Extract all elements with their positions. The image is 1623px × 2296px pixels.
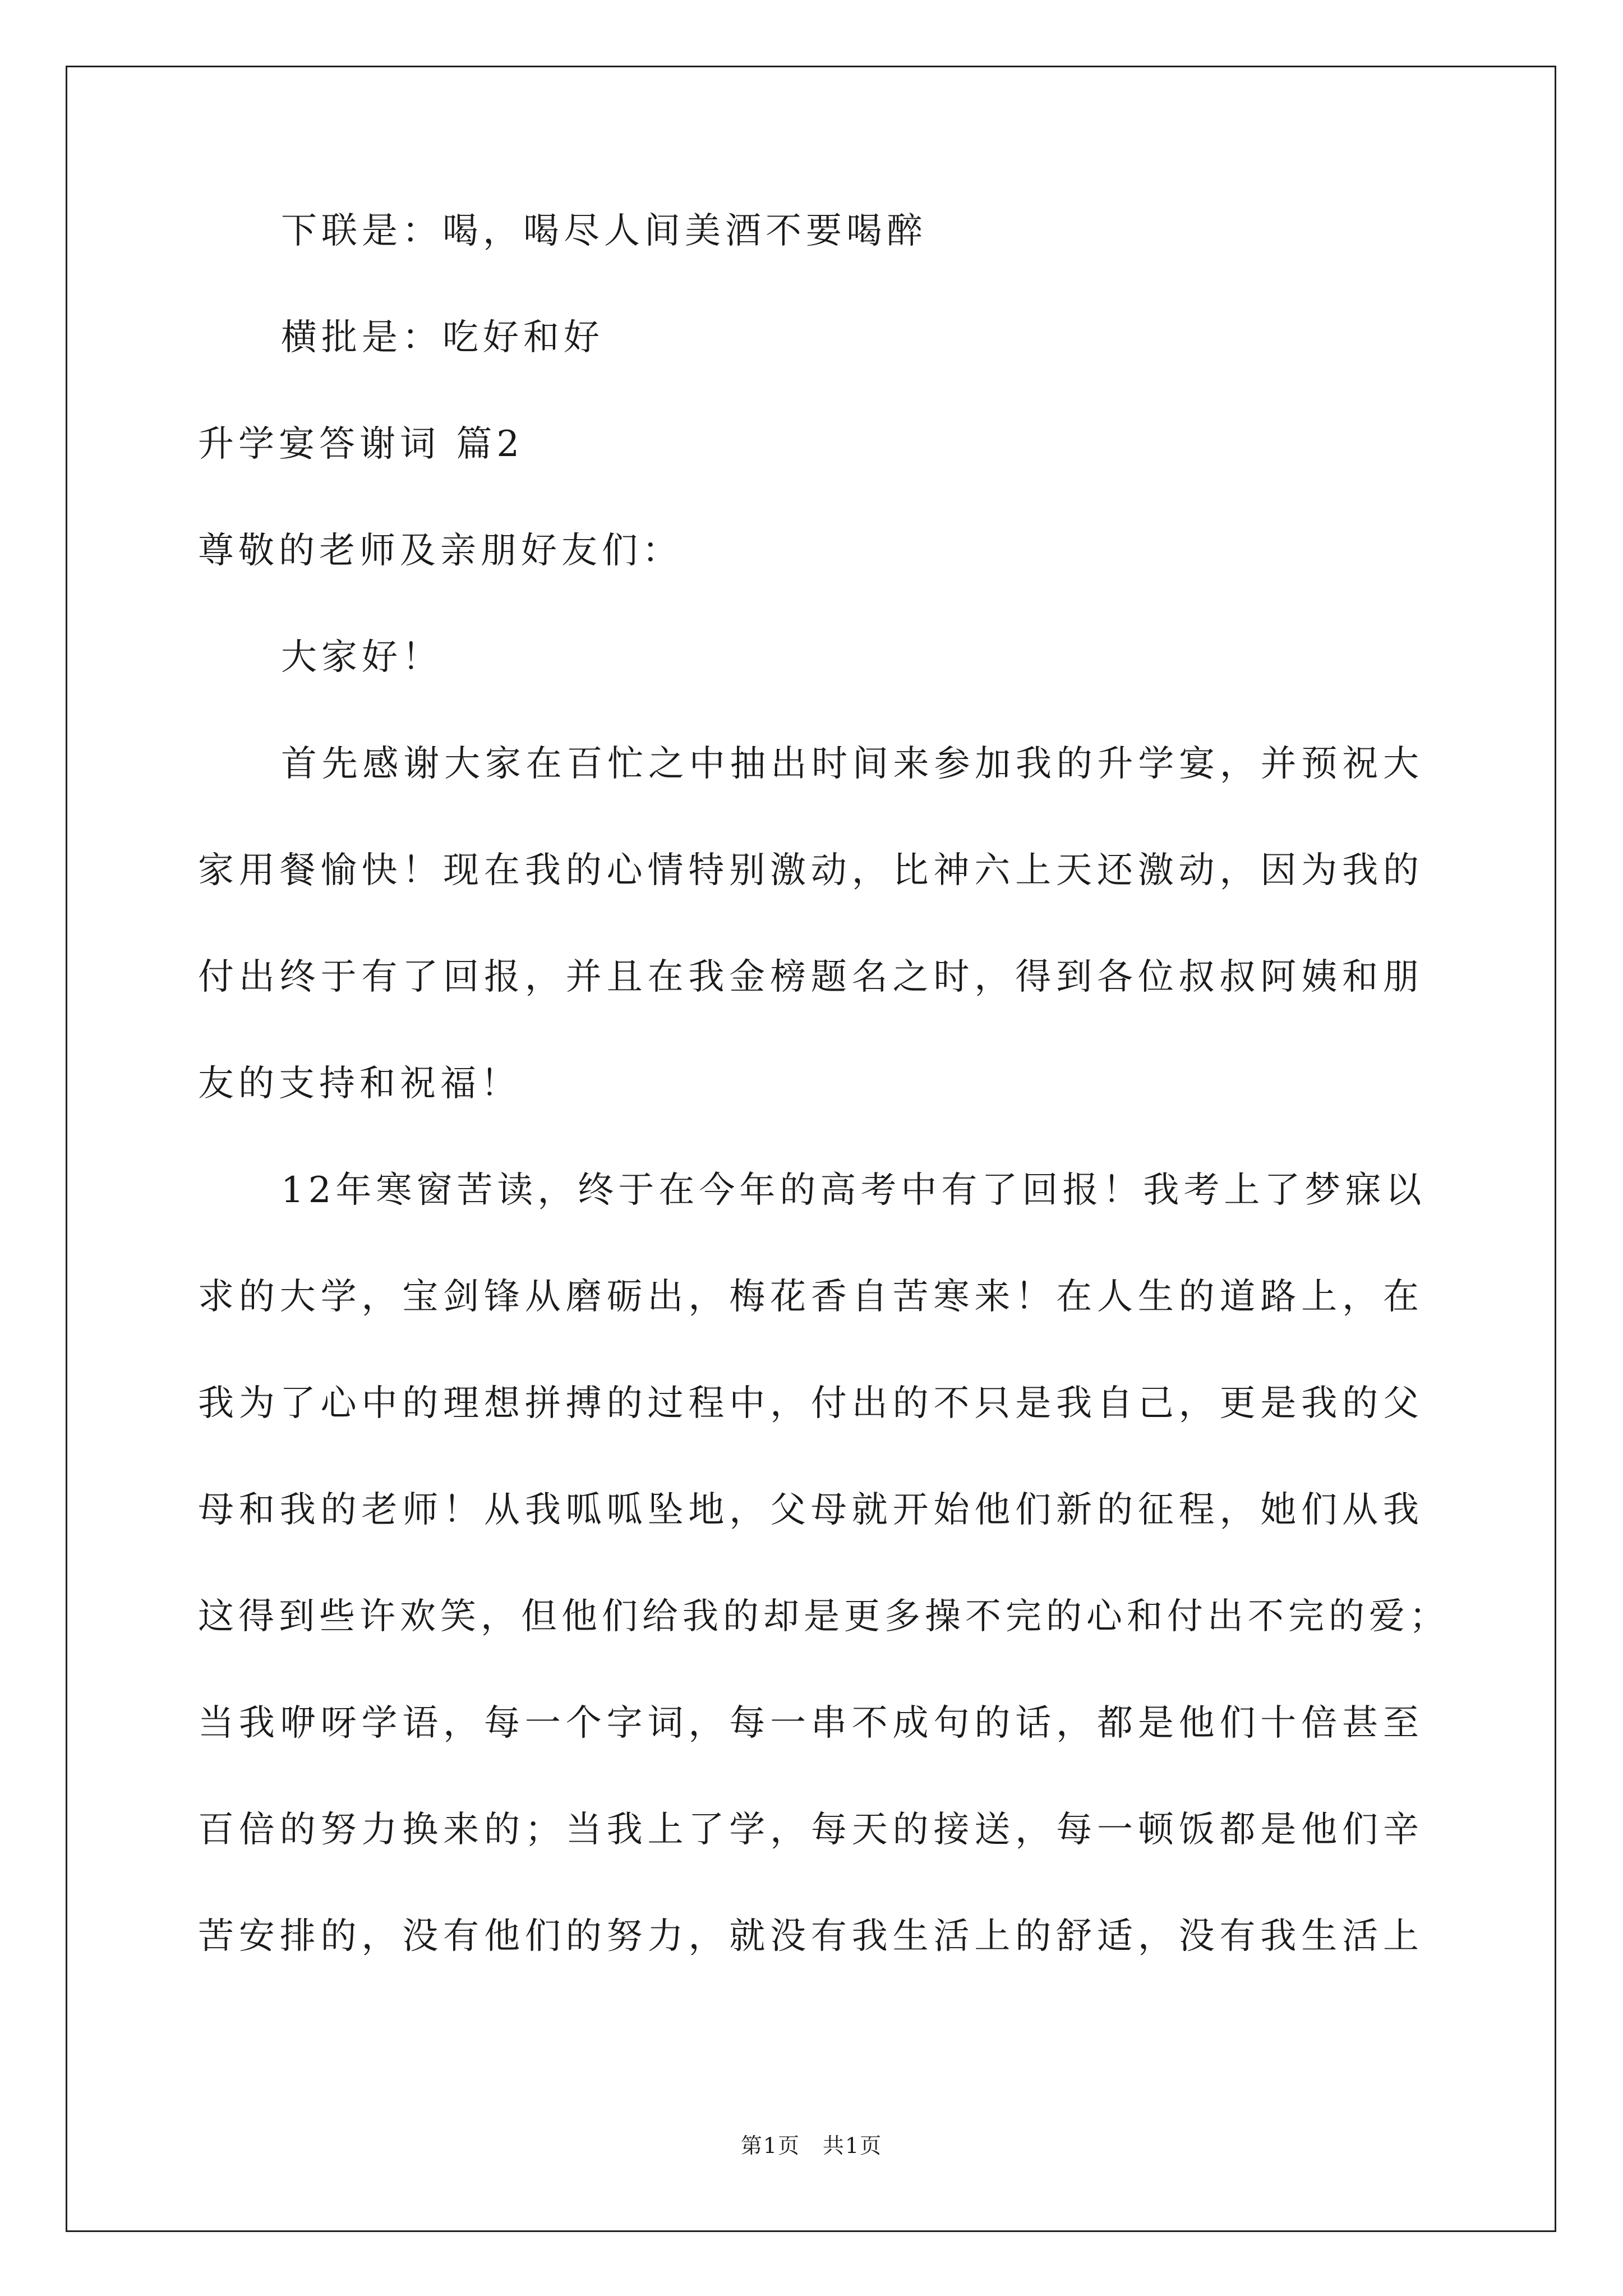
text-line: 家用餐愉快！现在我的心情特别激动，比神六上天还激动，因为我的 (198, 850, 1423, 891)
text-line: 首先感谢大家在百忙之中抽出时间来参加我的升学宴，并预祝大 (281, 743, 1423, 785)
text-line: 母和我的老师！从我呱呱坠地，父母就开始他们新的征程，她们从我 (198, 1489, 1423, 1531)
text-line: 友的支持和祝福！ (198, 1063, 521, 1105)
page-number: 第1页 共1页 (740, 2133, 883, 2158)
text-line: 这得到些许欢笑，但他们给我的却是更多操不完的心和付出不完的爱； (198, 1596, 1450, 1637)
text-line: 当我咿呀学语，每一个字词，每一串不成句的话，都是他们十倍甚至 (198, 1703, 1423, 1744)
text-line: 我为了心中的理想拼搏的过程中，付出的不只是我自己，更是我的父 (198, 1383, 1423, 1424)
text-line: 尊敬的老师及亲朋好友们： (198, 530, 683, 572)
text-line: 横批是：吃好和好 (281, 317, 604, 358)
text-line: 12年寒窗苦读，终于在今年的高考中有了回报！我考上了梦寐以 (281, 1170, 1426, 1211)
text-line: 苦安排的，没有他们的努力，就没有我生活上的舒适，没有我生活上 (198, 1916, 1423, 1957)
text-line: 下联是：喝，喝尽人间美酒不要喝醉 (281, 210, 927, 252)
text-line: 求的大学，宝剑锋从磨砺出，梅花香自苦寒来！在人生的道路上，在 (198, 1276, 1423, 1318)
text-line: 升学宴答谢词 篇2 (198, 424, 524, 465)
text-line: 百倍的努力换来的；当我上了学，每天的接送，每一顿饭都是他们辛 (198, 1809, 1423, 1851)
text-line: 付出终于有了回报，并且在我金榜题名之时，得到各位叔叔阿姨和朋 (198, 956, 1423, 998)
document-body (198, 210, 1450, 2025)
text-line: 大家好！ (281, 637, 442, 678)
